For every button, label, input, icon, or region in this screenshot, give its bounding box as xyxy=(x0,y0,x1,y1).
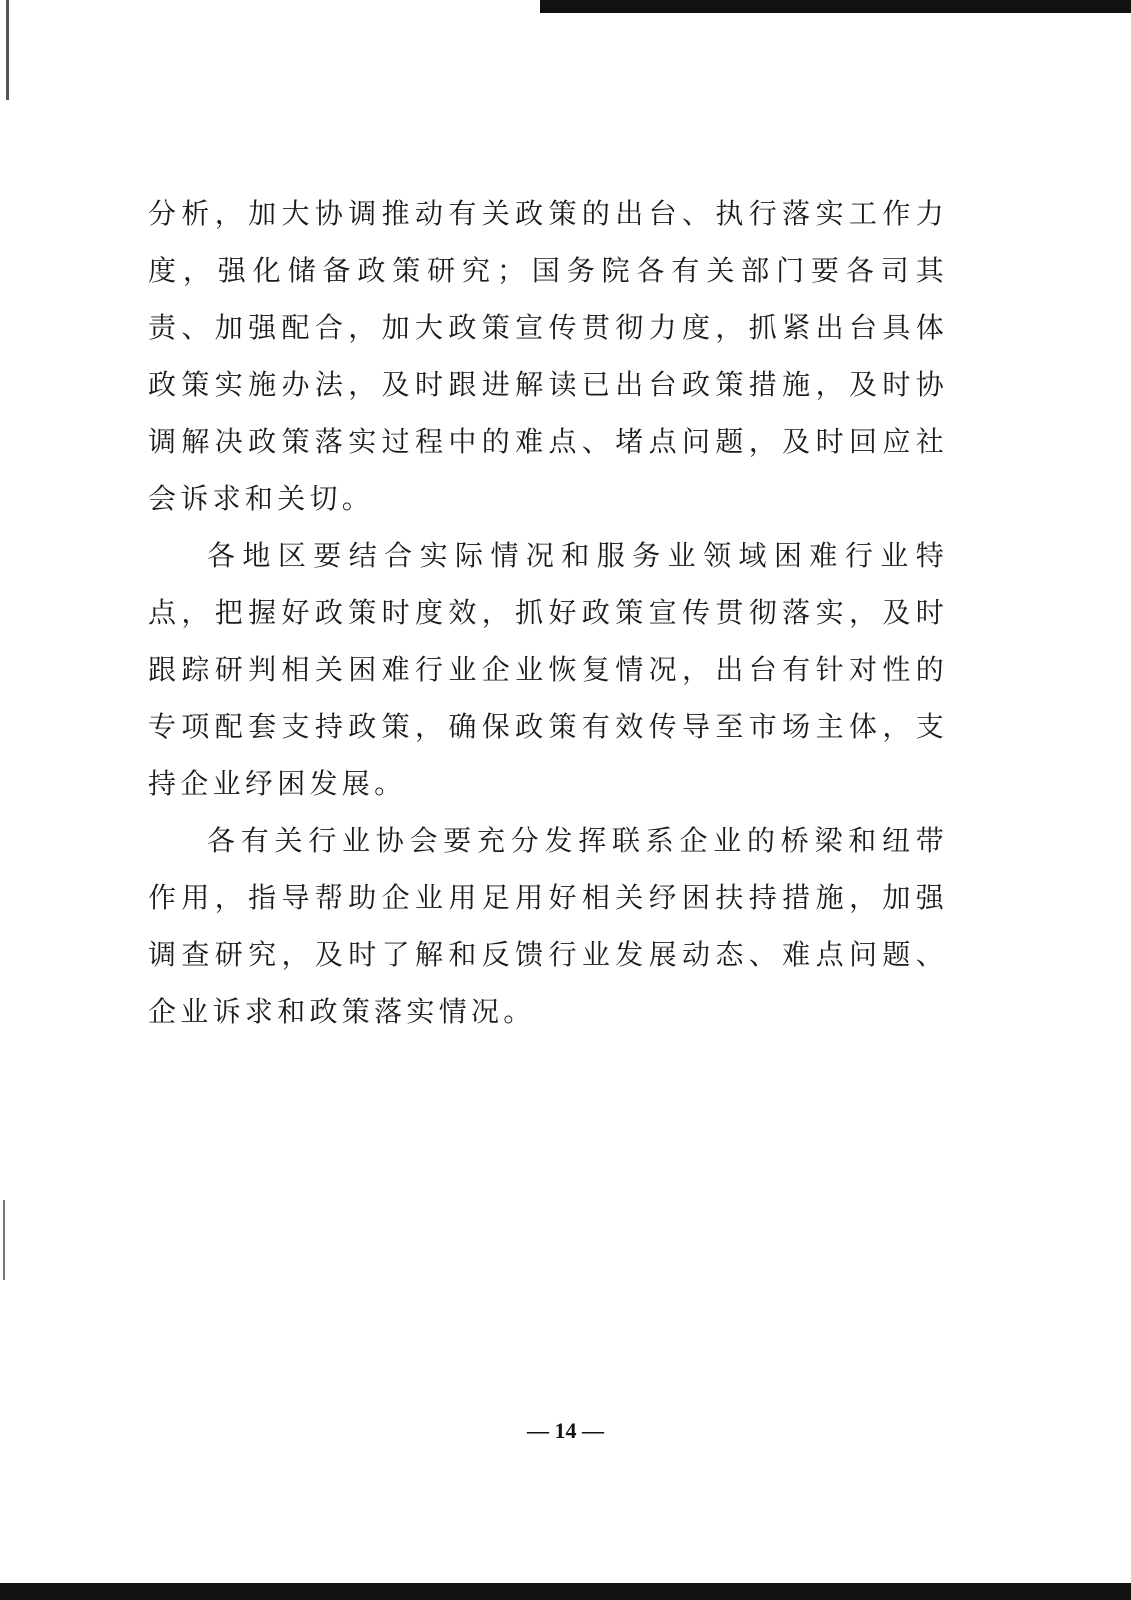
paragraph-continued: 分析，加大协调推动有关政策的出台、执行落实工作力度，强化储备政策研究；国务院各有关部门要各司其责、加强配合，加大政策宣传贯彻力度，抓紧出台具体政策实施办法，及时跟进解读已出台政策措施，及时协调解决政策落实过程中的难点、堵点问题，及时回应社会诉求和关切。 xyxy=(148,197,948,515)
paragraph-regions: 各地区要结合实际情况和服务业领域困难行业特点，把握好政策时度效，抓好政策宣传贯彻落实，及时跟踪研判相关困难行业企业恢复情况，出台有针对性的专项配套支持政策，确保政策有效传导至市场主体，支持企业纾困发展。 xyxy=(148,539,948,800)
scan-border-top xyxy=(540,0,1131,13)
scan-border-bottom xyxy=(0,1583,1131,1600)
document-body xyxy=(148,185,948,1040)
scan-artifact xyxy=(3,1200,5,1280)
paragraph-associations: 各有关行业协会要充分发挥联系企业的桥梁和纽带作用，指导帮助企业用足用好相关纾困扶持措施，加强调查研究，及时了解和反馈行业发展动态、难点问题、企业诉求和政策落实情况。 xyxy=(148,824,948,1028)
page-number: — 14 — xyxy=(527,1418,604,1443)
scan-border-left xyxy=(6,0,9,100)
